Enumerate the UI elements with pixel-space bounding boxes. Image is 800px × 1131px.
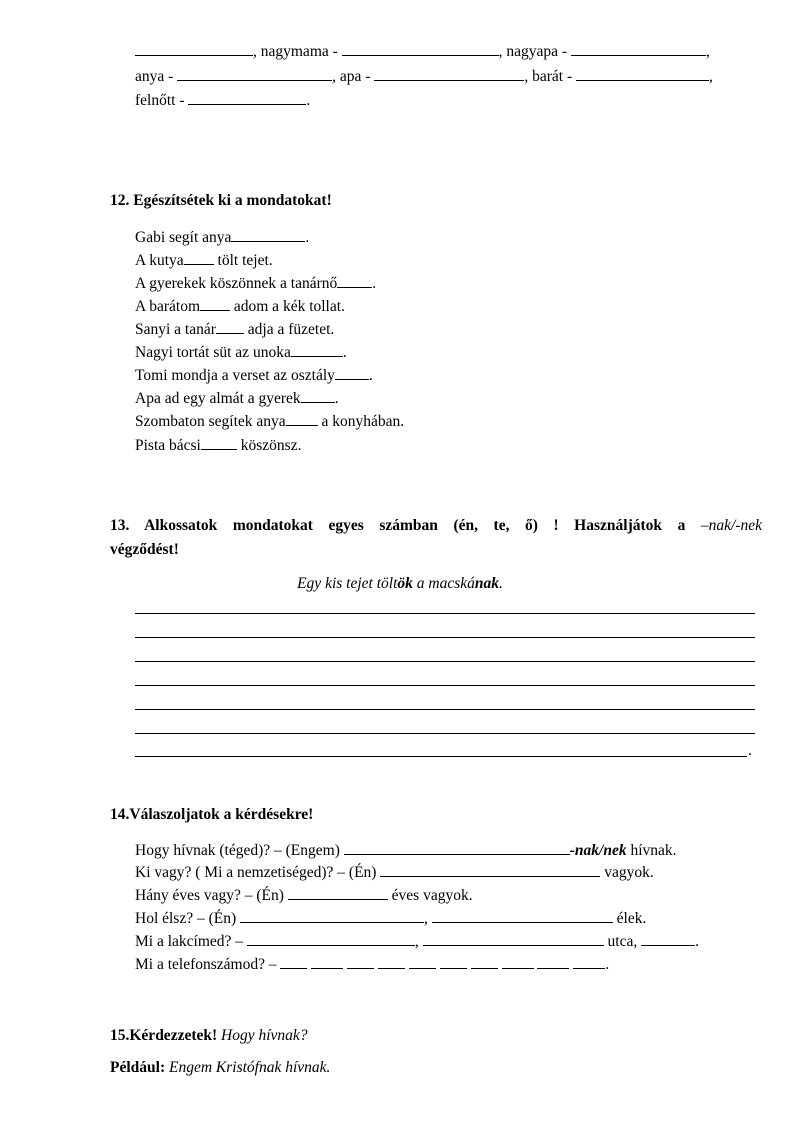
exercise-15-example: Például: Engem Kristófnak hívnak.	[110, 1059, 331, 1076]
blank[interactable]	[432, 910, 613, 923]
blank[interactable]	[537, 956, 569, 969]
blank[interactable]	[135, 43, 253, 56]
blank[interactable]	[247, 933, 415, 946]
blank[interactable]	[188, 92, 306, 105]
blank[interactable]	[344, 842, 570, 855]
ex12-sentence: Apa ad egy almát a gyerek .	[135, 390, 339, 407]
family-line-2: anya - , apa - , barát - ,	[135, 68, 713, 85]
blank[interactable]	[571, 43, 706, 56]
blank[interactable]	[374, 68, 524, 81]
blank[interactable]	[301, 390, 335, 403]
exercise-15-title: 15.Kérdezzetek! Hogy hívnak?	[110, 1027, 308, 1044]
writing-line[interactable]	[135, 637, 755, 638]
ex14-question-residence: Hol élsz? – (Én) , élek.	[135, 910, 647, 927]
ex14-question-name: Hogy hívnak (téged)? – (Engem) -nak/nek hívnak.	[135, 842, 677, 859]
blank[interactable]	[286, 413, 318, 426]
blank[interactable]	[380, 864, 600, 877]
exercise-13-title: 13. Alkossatok mondatokat egyes számban (én, te, ő) ! Használjátok a –nak/-nek	[110, 517, 762, 534]
blank[interactable]	[502, 956, 534, 969]
ex12-sentence: A barátom adom a kék tollat.	[135, 298, 345, 315]
blank[interactable]	[200, 298, 230, 311]
writing-line[interactable]	[135, 685, 755, 686]
ex12-sentence: A gyerekek köszönnek a tanárnő .	[135, 275, 377, 292]
blank[interactable]	[201, 437, 237, 450]
blank[interactable]	[184, 252, 214, 265]
blank[interactable]	[342, 43, 499, 56]
writing-line[interactable]	[135, 613, 755, 614]
exercise-12-title: 12. Egészítsétek ki a mondatokat!	[110, 192, 332, 209]
blank[interactable]	[311, 956, 343, 969]
exercise-13-title-line2: végződést!	[110, 541, 179, 558]
blank[interactable]	[641, 933, 695, 946]
ex12-sentence: Tomi mondja a verset az osztály .	[135, 367, 373, 384]
ex12-sentence: Nagyi tortát süt az unoka .	[135, 344, 347, 361]
exercise-13-example: Egy kis tejet töltök a macskának.	[297, 575, 503, 592]
ex12-sentence: A kutya tölt tejet.	[135, 252, 273, 269]
blank[interactable]	[291, 344, 343, 357]
ex12-sentence: Sanyi a tanár adja a füzetet.	[135, 321, 335, 338]
ex12-sentence: Pista bácsi köszönsz.	[135, 437, 302, 454]
writing-line[interactable]	[135, 756, 747, 757]
blank[interactable]	[337, 275, 372, 288]
blank[interactable]	[347, 956, 374, 969]
blank[interactable]	[378, 956, 405, 969]
ex12-sentence: Gabi segít anya .	[135, 229, 310, 246]
blank[interactable]	[216, 321, 244, 334]
blank[interactable]	[288, 887, 388, 900]
ex14-question-address: Mi a lakcímed? – , utca, .	[135, 933, 699, 950]
ex14-question-age: Hány éves vagy? – (Én) éves vagyok.	[135, 887, 473, 904]
writing-line[interactable]	[135, 661, 755, 662]
writing-line[interactable]	[135, 709, 755, 710]
blank[interactable]	[576, 68, 709, 81]
blank[interactable]	[423, 933, 604, 946]
blank[interactable]	[440, 956, 467, 969]
final-dot: .	[748, 742, 752, 759]
blank[interactable]	[335, 367, 369, 380]
family-line-1: , nagymama - , nagyapa - ,	[135, 43, 710, 60]
blank[interactable]	[240, 910, 424, 923]
ex12-sentence: Szombaton segítek anya a konyhában.	[135, 413, 405, 430]
blank[interactable]	[280, 956, 307, 969]
blank[interactable]	[177, 68, 332, 81]
blank[interactable]	[573, 956, 605, 969]
blank[interactable]	[471, 956, 498, 969]
exercise-14-title: 14.Válaszoljatok a kérdésekre!	[110, 806, 314, 823]
ex14-question-nationality: Ki vagy? ( Mi a nemzetiséged)? – (Én) vagyok.	[135, 864, 654, 881]
blank[interactable]	[231, 229, 305, 242]
blank[interactable]	[409, 956, 436, 969]
ex14-question-phone: Mi a telefonszámod? – .	[135, 956, 610, 973]
family-line-3: felnőtt - .	[135, 92, 311, 109]
writing-line[interactable]	[135, 733, 755, 734]
